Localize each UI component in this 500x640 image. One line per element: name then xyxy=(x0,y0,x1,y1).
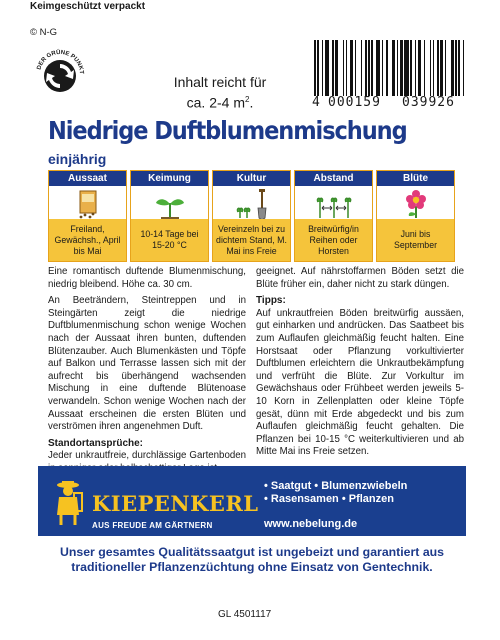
brand-logo xyxy=(50,473,259,531)
info-head-bloom: Blüte xyxy=(377,171,454,186)
brand-name: KIEPENKERL xyxy=(92,491,259,516)
seed-bag-icon xyxy=(49,187,126,221)
barcode-bars xyxy=(314,40,476,96)
svg-text:DER GRÜNE PUNKT: DER GRÜNE PUNKT xyxy=(36,49,85,75)
info-head-culture: Kultur xyxy=(213,171,290,186)
quality-statement: Unser gesamtes Qualitätssaatgut ist ungebeizt und garantiert aus traditioneller Pflanzenzüchtung ohne Einsatz von Gentechnik. xyxy=(59,545,445,574)
location-heading: Standortansprüche: xyxy=(48,437,144,449)
spade-icon xyxy=(213,187,290,221)
location-text-right: geeignet. Auf nährstoffarmen Böden setzt die Blüte früher ein, daher nicht zu stark düngen. xyxy=(256,266,464,290)
flower-icon xyxy=(377,187,454,221)
info-text-spacing: Breitwürfig/in Reihen oder Horsten xyxy=(295,219,372,261)
copyright-text: © N-G xyxy=(30,27,58,38)
coverage-note xyxy=(150,74,290,112)
description-intro: Eine romantisch duftende Blumenmischung, niedrig bleibend. Höhe ca. 30 cm. xyxy=(48,266,246,290)
info-head-germination: Keimung xyxy=(131,171,208,186)
info-head-spacing: Abstand xyxy=(295,171,372,186)
info-text-germination: 10-14 Tage bei 15-20 °C xyxy=(131,219,208,261)
info-text-culture: Vereinzeln bei zu dichtem Stand, M. Mai ins Freie xyxy=(213,219,290,261)
barcode: 4 000159 039926 xyxy=(314,40,476,108)
product-title: Niedrige Duftblumenmischung xyxy=(48,116,407,145)
info-box-spacing xyxy=(294,170,373,262)
info-box-sowing xyxy=(48,170,127,262)
tips-heading: Tipps: xyxy=(256,295,286,307)
tips-text: Auf unkrautfreien Böden breitwürfig aussäen, gut einharken und andrücken. Das Saatbeet bis zum Auflaufen gleichmäßig feucht halten. Eine Horstsaat oder Pflanzung vorkultivierter Duftblumen erleichtern die Unkrautbekämpfung und verfrüht die Blüte. Zur Vorkultur im Gewächshaus oder Frühbeet werden jeweils 5-10 Korn in Zellenplatten oder kleine Töpfe gesät, dünn mit Erde abgedeckt und bis zum Auflaufen gleichmäßig feucht gehalten. Die Pflanzen bei 10-15 °C weiterkultivieren und ab Mitte Mai ins Freie setzen. xyxy=(256,307,464,458)
brand-product-list xyxy=(264,480,464,506)
location-text-left: Jeder unkrautfreie, durchlässige Gartenboden xyxy=(48,450,246,462)
description-column-right xyxy=(256,266,464,463)
green-dot-logo-icon xyxy=(30,44,90,104)
top-label-bar xyxy=(0,0,500,14)
brand-slogan: AUS FREUDE AM GÄRTNERN xyxy=(92,521,213,530)
info-box-bloom xyxy=(376,170,455,262)
brand-url[interactable]: www.nebelung.de xyxy=(264,518,358,530)
article-number: GL 4501117 xyxy=(218,609,272,620)
info-text-sowing: Freiland, Gewächsh., April bis Mai xyxy=(49,219,126,261)
coverage-line1: Inhalt reicht für xyxy=(173,74,267,90)
info-box-culture xyxy=(212,170,291,262)
brand-banner xyxy=(38,466,466,536)
seedling-icon xyxy=(131,187,208,221)
description-body: An Beeträndern, Steintreppen und in Steingärten zeigt die niedrige Duftblumenmischung schon wenige Wochen nach der Aussaat ihren bunten, duftenden Blütenzauber. Auch Blumenkästen und Töpfe auf Balkon und Terrasse lassen sich mit der aufrecht bis überhängend wachsenden Mischung in eine duftende Blütenoase verwandeln. Schon wenige Wochen nach der Aussaat erscheinen die ersten Blüten und verströmen ihren angenehmen Duft. xyxy=(48,295,246,433)
info-head-sowing: Aussaat xyxy=(49,171,126,186)
description-column-left xyxy=(48,266,246,480)
coverage-line2: ca. 2-4 $m^2$. xyxy=(186,94,254,111)
brand-products-line2: • Rasensamen • Pflanzen xyxy=(264,493,394,505)
cultivation-info-row xyxy=(48,170,458,262)
info-box-germination xyxy=(130,170,209,262)
kiepenkerl-figure-icon xyxy=(50,479,86,527)
spacing-icon xyxy=(295,187,372,221)
lifecycle-label: einjährig xyxy=(48,151,107,167)
info-text-bloom: Juni bis September xyxy=(377,219,454,261)
packaging-note: Keimgeschützt verpackt xyxy=(30,1,146,12)
brand-products-line1: • Saatgut • Blumenzwiebeln xyxy=(264,480,408,492)
